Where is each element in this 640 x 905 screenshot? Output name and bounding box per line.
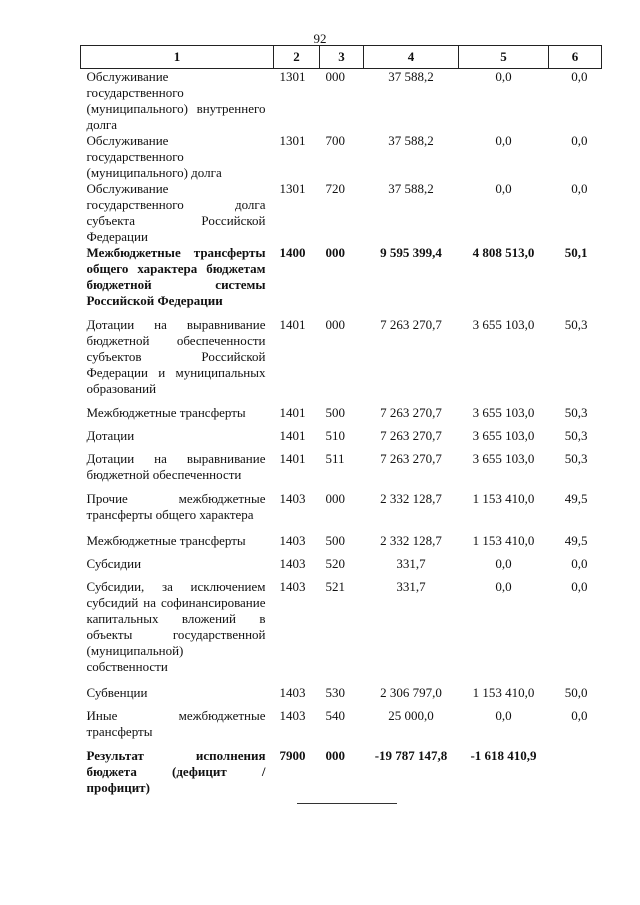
- column-header-1: 1: [81, 46, 274, 69]
- column-header-2: 2: [274, 46, 320, 69]
- row-type-code: 000: [325, 317, 345, 332]
- row-name: Результат исполнения бюджета (дефицит / профицит): [86, 748, 266, 795]
- row-section-code: 1400: [279, 245, 306, 260]
- table-body: [81, 69, 602, 797]
- table-row: [81, 556, 602, 579]
- row-percent: 50,0: [564, 685, 588, 700]
- row-section-code: 1403: [279, 579, 306, 594]
- row-type-code: 500: [325, 533, 345, 548]
- row-section-code: 1401: [279, 451, 306, 466]
- table-row: [81, 428, 602, 451]
- row-approved-amount: 9 595 399,4: [380, 245, 442, 260]
- row-executed-amount: -1 618 410,9: [470, 748, 537, 763]
- row-executed-amount: 3 655 103,0: [472, 451, 535, 466]
- row-executed-amount: 4 808 513,0: [472, 245, 535, 260]
- table-row: [81, 69, 602, 134]
- row-executed-amount: 3 655 103,0: [472, 317, 535, 332]
- row-name: Межбюджетные трансферты: [86, 533, 246, 548]
- row-approved-amount: 331,7: [396, 579, 426, 594]
- column-header-5: 5: [459, 46, 549, 69]
- row-approved-amount: 25 000,0: [388, 708, 434, 723]
- column-header-4: 4: [364, 46, 459, 69]
- row-type-code: 500: [325, 405, 345, 420]
- row-name: Субсидии, за исключением субсидий на софинансирование капитальных вложений в объекты государственной (муниципальной) собственности: [86, 579, 266, 674]
- table-row: [81, 685, 602, 708]
- row-section-code: 1403: [279, 491, 306, 506]
- table-row: [81, 748, 602, 796]
- page-number: 92: [313, 31, 327, 46]
- table-row: [81, 405, 602, 428]
- table-row: [81, 533, 602, 556]
- row-name: Дотации: [86, 428, 135, 443]
- row-percent: 0,0: [571, 556, 588, 571]
- table-row: [81, 491, 602, 533]
- row-approved-amount: 37 588,2: [388, 181, 434, 196]
- row-percent: 0,0: [571, 181, 588, 196]
- row-approved-amount: 7 263 270,7: [380, 428, 442, 443]
- row-name: Иные межбюджетные трансферты: [86, 708, 266, 739]
- row-percent: 50,3: [564, 405, 588, 420]
- row-executed-amount: 0,0: [495, 69, 512, 84]
- row-type-code: 000: [325, 748, 345, 763]
- row-name: Межбюджетные трансферты общего характера бюджетам бюджетной системы Российской Федерации: [86, 245, 266, 308]
- row-approved-amount: 2 306 797,0: [380, 685, 442, 700]
- row-type-code: 540: [325, 708, 345, 723]
- row-executed-amount: 0,0: [495, 133, 512, 148]
- footnote-divider: [297, 803, 397, 804]
- row-section-code: 1403: [279, 708, 306, 723]
- row-type-code: 530: [325, 685, 345, 700]
- row-section-code: 1301: [279, 133, 306, 148]
- row-type-code: 720: [325, 181, 345, 196]
- budget-table: [80, 45, 602, 796]
- row-percent: 50,3: [564, 317, 588, 332]
- row-percent: 0,0: [571, 708, 588, 723]
- row-name: Обслуживание государственного долга субъекта Российской Федерации: [86, 181, 266, 244]
- table-row: [81, 708, 602, 748]
- row-percent: [549, 748, 602, 796]
- row-approved-amount: 37 588,2: [388, 69, 434, 84]
- row-name: Межбюджетные трансферты: [86, 405, 246, 420]
- row-type-code: 700: [325, 133, 345, 148]
- row-name: Обслуживание государственного (муниципального) внутреннего долга: [86, 69, 266, 132]
- row-percent: 0,0: [571, 69, 588, 84]
- row-name: Дотации на выравнивание бюджетной обеспеченности: [86, 451, 266, 482]
- row-type-code: 000: [325, 245, 345, 260]
- table-row: [81, 451, 602, 491]
- row-executed-amount: 1 153 410,0: [472, 533, 535, 548]
- row-executed-amount: 3 655 103,0: [472, 405, 535, 420]
- row-section-code: 1301: [279, 69, 306, 84]
- column-header-6: 6: [549, 46, 602, 69]
- row-percent: 49,5: [564, 491, 588, 506]
- row-name: Субсидии: [86, 556, 142, 571]
- row-section-code: 1403: [279, 556, 306, 571]
- row-approved-amount: 7 263 270,7: [380, 451, 442, 466]
- row-section-code: 1301: [279, 181, 306, 196]
- row-type-code: 000: [325, 491, 345, 506]
- row-approved-amount: 331,7: [396, 556, 426, 571]
- row-approved-amount: 37 588,2: [388, 133, 434, 148]
- row-type-code: 510: [325, 428, 345, 443]
- row-section-code: 1401: [279, 405, 306, 420]
- table-row: [81, 133, 602, 181]
- table-header-row: [81, 46, 602, 69]
- row-section-code: 1401: [279, 317, 306, 332]
- row-executed-amount: 1 153 410,0: [472, 491, 535, 506]
- row-approved-amount: 2 332 128,7: [380, 491, 442, 506]
- table-row: [81, 579, 602, 685]
- column-header-3: 3: [320, 46, 364, 69]
- table-row: [81, 245, 602, 317]
- row-type-code: 521: [325, 579, 345, 594]
- row-approved-amount: 7 263 270,7: [380, 405, 442, 420]
- row-name: Обслуживание государственного (муниципального) долга: [86, 133, 222, 180]
- row-percent: 49,5: [564, 533, 588, 548]
- row-executed-amount: 3 655 103,0: [472, 428, 535, 443]
- row-executed-amount: 0,0: [495, 556, 512, 571]
- row-type-code: 000: [325, 69, 345, 84]
- row-type-code: 511: [325, 451, 345, 466]
- row-percent: 50,1: [564, 245, 588, 260]
- table-row: [81, 317, 602, 405]
- row-name: Прочие межбюджетные трансферты общего характера: [86, 491, 266, 522]
- row-approved-amount: 2 332 128,7: [380, 533, 442, 548]
- row-type-code: 520: [325, 556, 345, 571]
- row-name: Дотации на выравнивание бюджетной обеспеченности субъектов Российской Федерации и муниципальных образований: [86, 317, 266, 396]
- row-name: Субвенции: [86, 685, 148, 700]
- row-section-code: 1401: [279, 428, 306, 443]
- table-row: [81, 181, 602, 245]
- row-percent: 0,0: [571, 133, 588, 148]
- row-executed-amount: 1 153 410,0: [472, 685, 535, 700]
- row-percent: 50,3: [564, 451, 588, 466]
- row-executed-amount: 0,0: [495, 181, 512, 196]
- row-approved-amount: 7 263 270,7: [380, 317, 442, 332]
- row-percent: 0,0: [571, 579, 588, 594]
- row-percent: 50,3: [564, 428, 588, 443]
- row-approved-amount: -19 787 147,8: [374, 748, 448, 763]
- row-section-code: 1403: [279, 685, 306, 700]
- row-executed-amount: 0,0: [495, 708, 512, 723]
- row-executed-amount: 0,0: [495, 579, 512, 594]
- row-section-code: 1403: [279, 533, 306, 548]
- row-section-code: 7900: [279, 748, 306, 763]
